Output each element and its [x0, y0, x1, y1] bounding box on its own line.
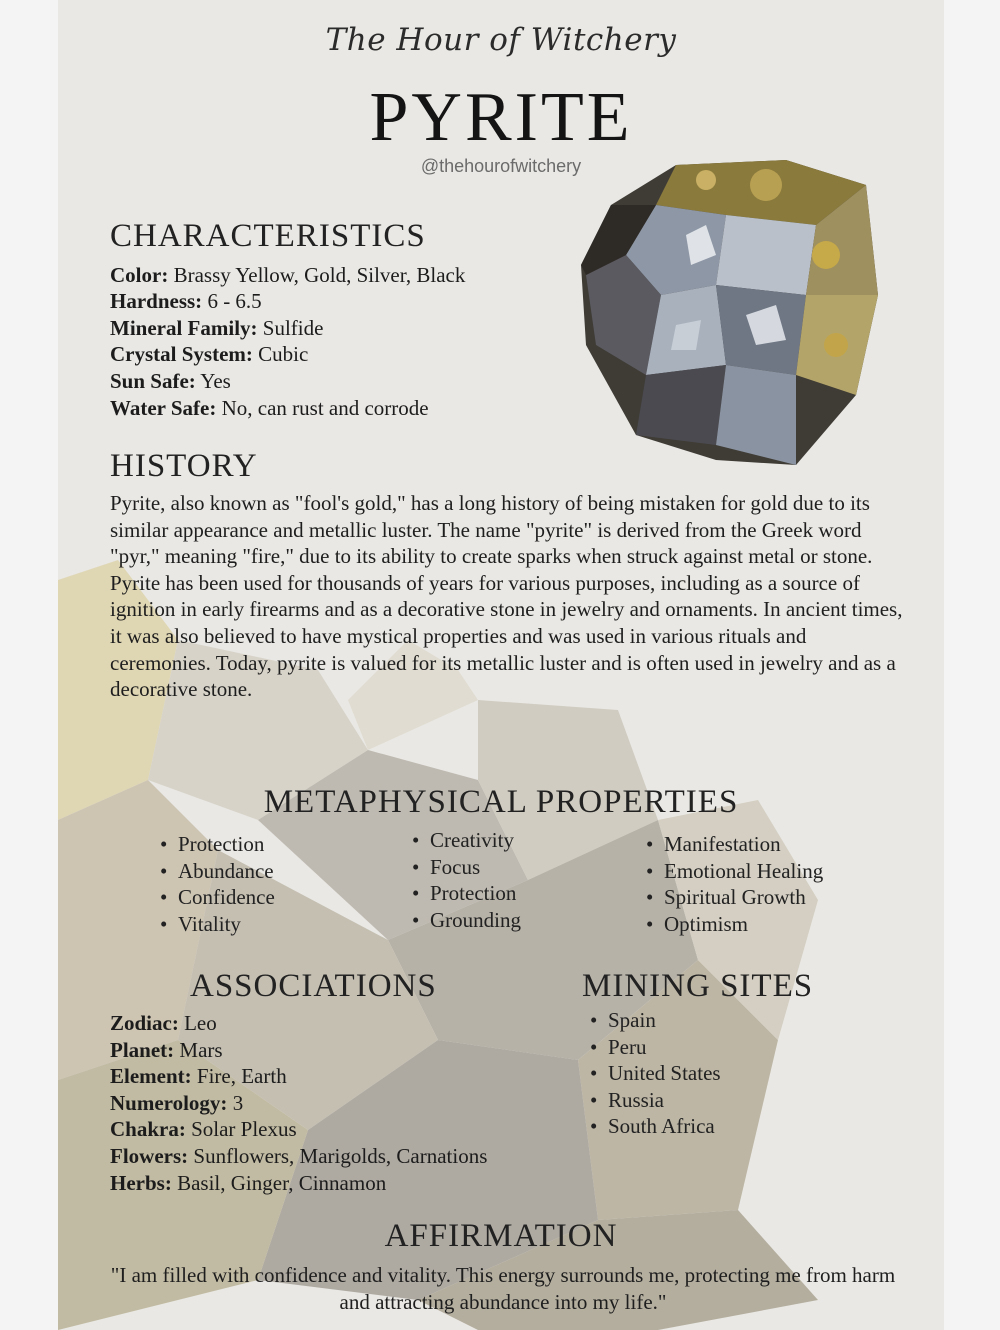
assoc-numerology [110, 1090, 243, 1116]
fact-value: Yes [195, 369, 231, 393]
list-item: • Manifestation [644, 831, 823, 858]
list-item: • Protection [410, 880, 521, 907]
list-item: • Emotional Healing [644, 858, 823, 885]
right-margin [944, 0, 1000, 1330]
metaphysical-column-1 [158, 831, 275, 937]
metaphysical-heading: METAPHYSICAL PROPERTIES [263, 784, 739, 820]
fact-value: Solar Plexus [185, 1117, 297, 1141]
assoc-zodiac [110, 1010, 217, 1036]
list-item: • Russia [588, 1087, 721, 1114]
fact-value: Brassy Yellow, Gold, Silver, Black [168, 263, 466, 287]
fact-value: Cubic [252, 342, 309, 366]
assoc-planet [110, 1037, 223, 1063]
fact-color [110, 262, 465, 288]
assoc-herbs [110, 1170, 386, 1196]
fact-label: Herbs: [110, 1171, 172, 1195]
list-item: • United States [588, 1060, 721, 1087]
list-item: • Creativity [410, 827, 521, 854]
assoc-chakra [110, 1116, 297, 1142]
fact-label: Color: [110, 263, 169, 287]
list-item: • Vitality [158, 911, 275, 938]
fact-water-safe [110, 395, 429, 421]
social-handle: @thehourofwitchery [420, 156, 582, 176]
fact-label: Numerology: [110, 1091, 228, 1115]
fact-value: 3 [227, 1091, 244, 1115]
mining-sites-heading: MINING SITES [582, 968, 814, 1004]
fact-label: Chakra: [110, 1117, 186, 1141]
list-item: • Abundance [158, 858, 275, 885]
list-item: • Spain [588, 1007, 721, 1034]
list-item: • Peru [588, 1034, 721, 1061]
list-item: • Optimism [644, 911, 823, 938]
fact-label: Sun Safe: [110, 369, 196, 393]
fact-value: Sulfide [257, 316, 324, 340]
fact-label: Zodiac: [110, 1011, 179, 1035]
characteristics-heading: CHARACTERISTICS [110, 218, 426, 254]
assoc-element [110, 1063, 287, 1089]
list-item: • Spiritual Growth [644, 884, 823, 911]
associations-heading: ASSOCIATIONS [190, 968, 437, 1004]
fact-label: Planet: [110, 1038, 175, 1062]
list-item: • Confidence [158, 884, 275, 911]
metaphysical-column-2 [410, 827, 521, 933]
fact-crystal-system [110, 341, 308, 367]
fact-label: Flowers: [110, 1144, 189, 1168]
page-title: PYRITE [369, 79, 633, 156]
fact-sun-safe [110, 368, 231, 394]
fact-hardness [110, 288, 262, 314]
fact-value: Leo [178, 1011, 217, 1035]
list-item: • Focus [410, 854, 521, 881]
list-item: • South Africa [588, 1113, 721, 1140]
fact-label: Crystal System: [110, 342, 253, 366]
fact-value: No, can rust and corrode [216, 396, 429, 420]
pyrite-crystal-image [566, 145, 886, 475]
fact-value: Fire, Earth [191, 1064, 287, 1088]
fact-value: Sunflowers, Marigolds, Carnations [188, 1144, 488, 1168]
fact-label: Element: [110, 1064, 192, 1088]
history-paragraph: Pyrite, also known as "fool's gold," has a long history of being mistaken for gold due to its similar appearance and metallic luster. The name "pyrite" is derived from the Greek word "pyr," meaning "fire," due to its ability to create sparks when struck against metal or stone. Pyrite has been used for thousands of years for various purposes, including as a source of ignition in early firearms and as a decorative stone in jewelry and ornaments. In ancient times, it was also believed to have mystical properties and was used in various rituals and ceremonies. Today, pyrite is valued for its metallic luster and is often used in jewelry and as a decorative stone. [110, 491, 903, 702]
fact-value: Basil, Ginger, Cinnamon [171, 1171, 387, 1195]
affirmation-heading: AFFIRMATION [384, 1218, 618, 1254]
mining-sites-list [588, 1007, 721, 1140]
brand-name: The Hour of Witchery [325, 22, 677, 58]
fact-label: Water Safe: [110, 396, 217, 420]
fact-value: 6 - 6.5 [202, 289, 262, 313]
history-heading: HISTORY [110, 448, 258, 484]
fact-value: Mars [174, 1038, 223, 1062]
fact-label: Hardness: [110, 289, 203, 313]
assoc-flowers [110, 1143, 487, 1169]
metaphysical-column-3 [644, 831, 823, 937]
list-item: • Grounding [410, 907, 521, 934]
list-item: • Protection [158, 831, 275, 858]
fact-label: Mineral Family: [110, 316, 258, 340]
fact-mineral-family [110, 315, 323, 341]
pyrite-info-card [58, 0, 944, 1330]
affirmation-text: "I am filled with confidence and vitality. This energy surrounds me, protecting me from harm and attracting abundance into my life." [110, 1263, 896, 1314]
left-margin [0, 0, 58, 1330]
